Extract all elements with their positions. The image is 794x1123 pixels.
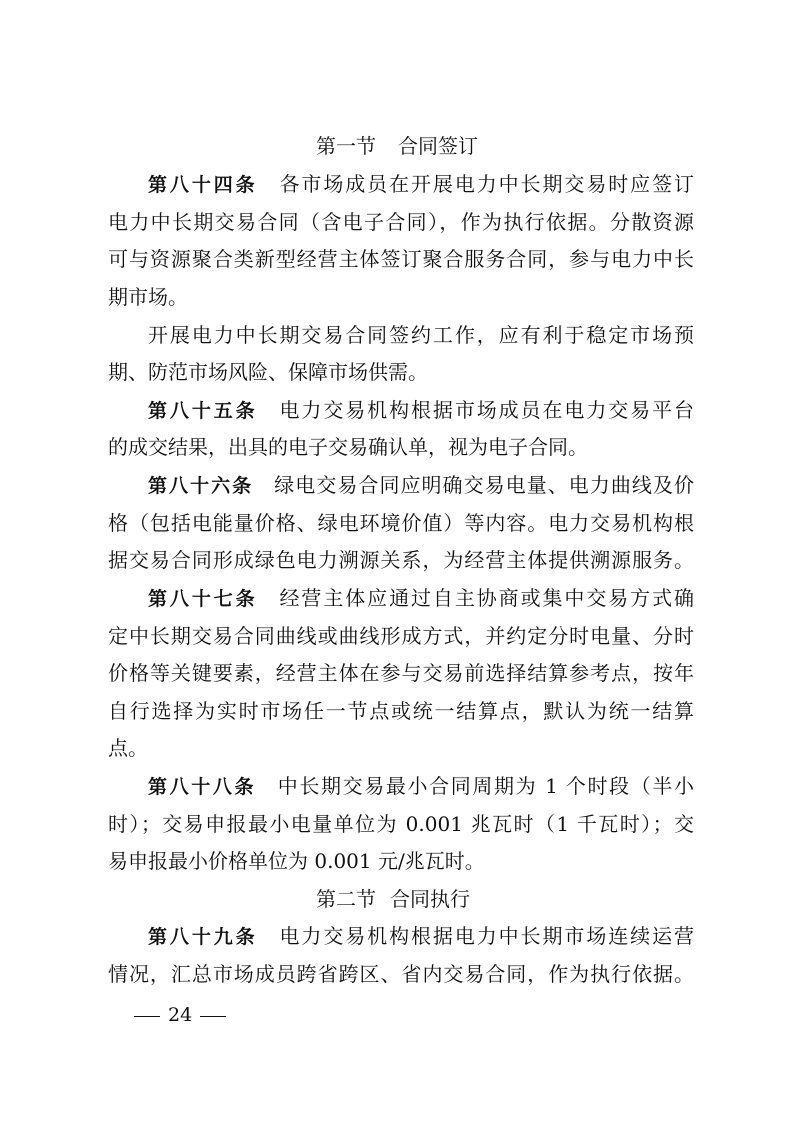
article-88-label: 第八十八条 (148, 776, 257, 798)
page-number: 24 (168, 1004, 193, 1026)
section-2-label: 第二节 (316, 887, 376, 911)
article-86-line-3: 据交易合同形成绿色电力溯源关系，为经营主体提供溯源服务。 (108, 548, 694, 572)
article-88-line-1: 第八十八条 中长期交易最小合同周期为 1 个时段（半小 (148, 774, 694, 798)
section-1-label: 第一节 (316, 134, 376, 158)
paragraph-line-1: 开展电力中长期交易合同签约工作，应有利于稳定市场预 (148, 323, 694, 347)
page-number-footer (126, 1000, 234, 1030)
article-89-line-2: 情况，汇总市场成员跨省跨区、省内交易合同，作为执行依据。 (108, 962, 694, 986)
article-89-line-1: 第八十九条 电力交易机构根据电力中长期市场连续运营 (148, 924, 694, 948)
article-86-label: 第八十六条 (148, 475, 254, 497)
section-2-title: 合同执行 (390, 887, 470, 911)
article-84-line-2: 电力中长期交易合同（含电子合同），作为执行依据。分散资源 (108, 210, 694, 234)
article-86-line-2: 格（包括电能量价格、绿电环境价值）等内容。电力交易机构根 (108, 511, 694, 535)
section-heading-1 (316, 128, 478, 165)
article-88-line-2: 时）；交易申报最小电量单位为 0.001 兆瓦时（1 千瓦时）；交 (108, 812, 694, 836)
article-87-line-2: 定中长期交易合同曲线或曲线形成方式，并约定分时电量、分时 (108, 624, 694, 648)
article-84-line-3: 可与资源聚合类新型经营主体签订聚合服务合同，参与电力中长 (108, 247, 694, 271)
section-1-title: 合同签订 (398, 134, 478, 158)
article-87-line-5: 点。 (108, 736, 148, 760)
article-85-line-1: 第八十五条 电力交易机构根据市场成员在电力交易平台 (148, 398, 694, 422)
article-87-line-1: 第八十七条 经营主体应通过自主协商或集中交易方式确 (148, 586, 694, 610)
article-84-line-1: 第八十四条 各市场成员在开展电力中长期交易时应签订 (148, 172, 694, 196)
article-88-line-3: 易申报最小价格单位为 0.001 元/兆瓦时。 (108, 849, 485, 873)
article-87-line-4: 自行选择为实时市场任一节点或统一结算点，默认为统一结算 (108, 699, 694, 723)
footer-dash-right (200, 1016, 226, 1017)
article-85-label: 第八十五条 (148, 400, 258, 422)
article-84-label: 第八十四条 (148, 174, 258, 196)
article-85-line-2: 的成交结果，出具的电子交易确认单，视为电子合同。 (108, 435, 588, 459)
article-86-line-1: 第八十六条 绿电交易合同应明确交易电量、电力曲线及价 (148, 473, 694, 497)
article-84-line-4: 期市场。 (108, 285, 188, 309)
article-89-label: 第八十九条 (148, 926, 258, 948)
section-heading-2 (316, 881, 470, 918)
article-87-label: 第八十七条 (148, 588, 258, 610)
article-87-line-3: 价格等关键要素，经营主体在参与交易前选择结算参考点，按年 (108, 661, 694, 685)
paragraph-line-2: 期、防范市场风险、保障市场供需。 (108, 360, 428, 384)
footer-dash-left (134, 1016, 160, 1017)
